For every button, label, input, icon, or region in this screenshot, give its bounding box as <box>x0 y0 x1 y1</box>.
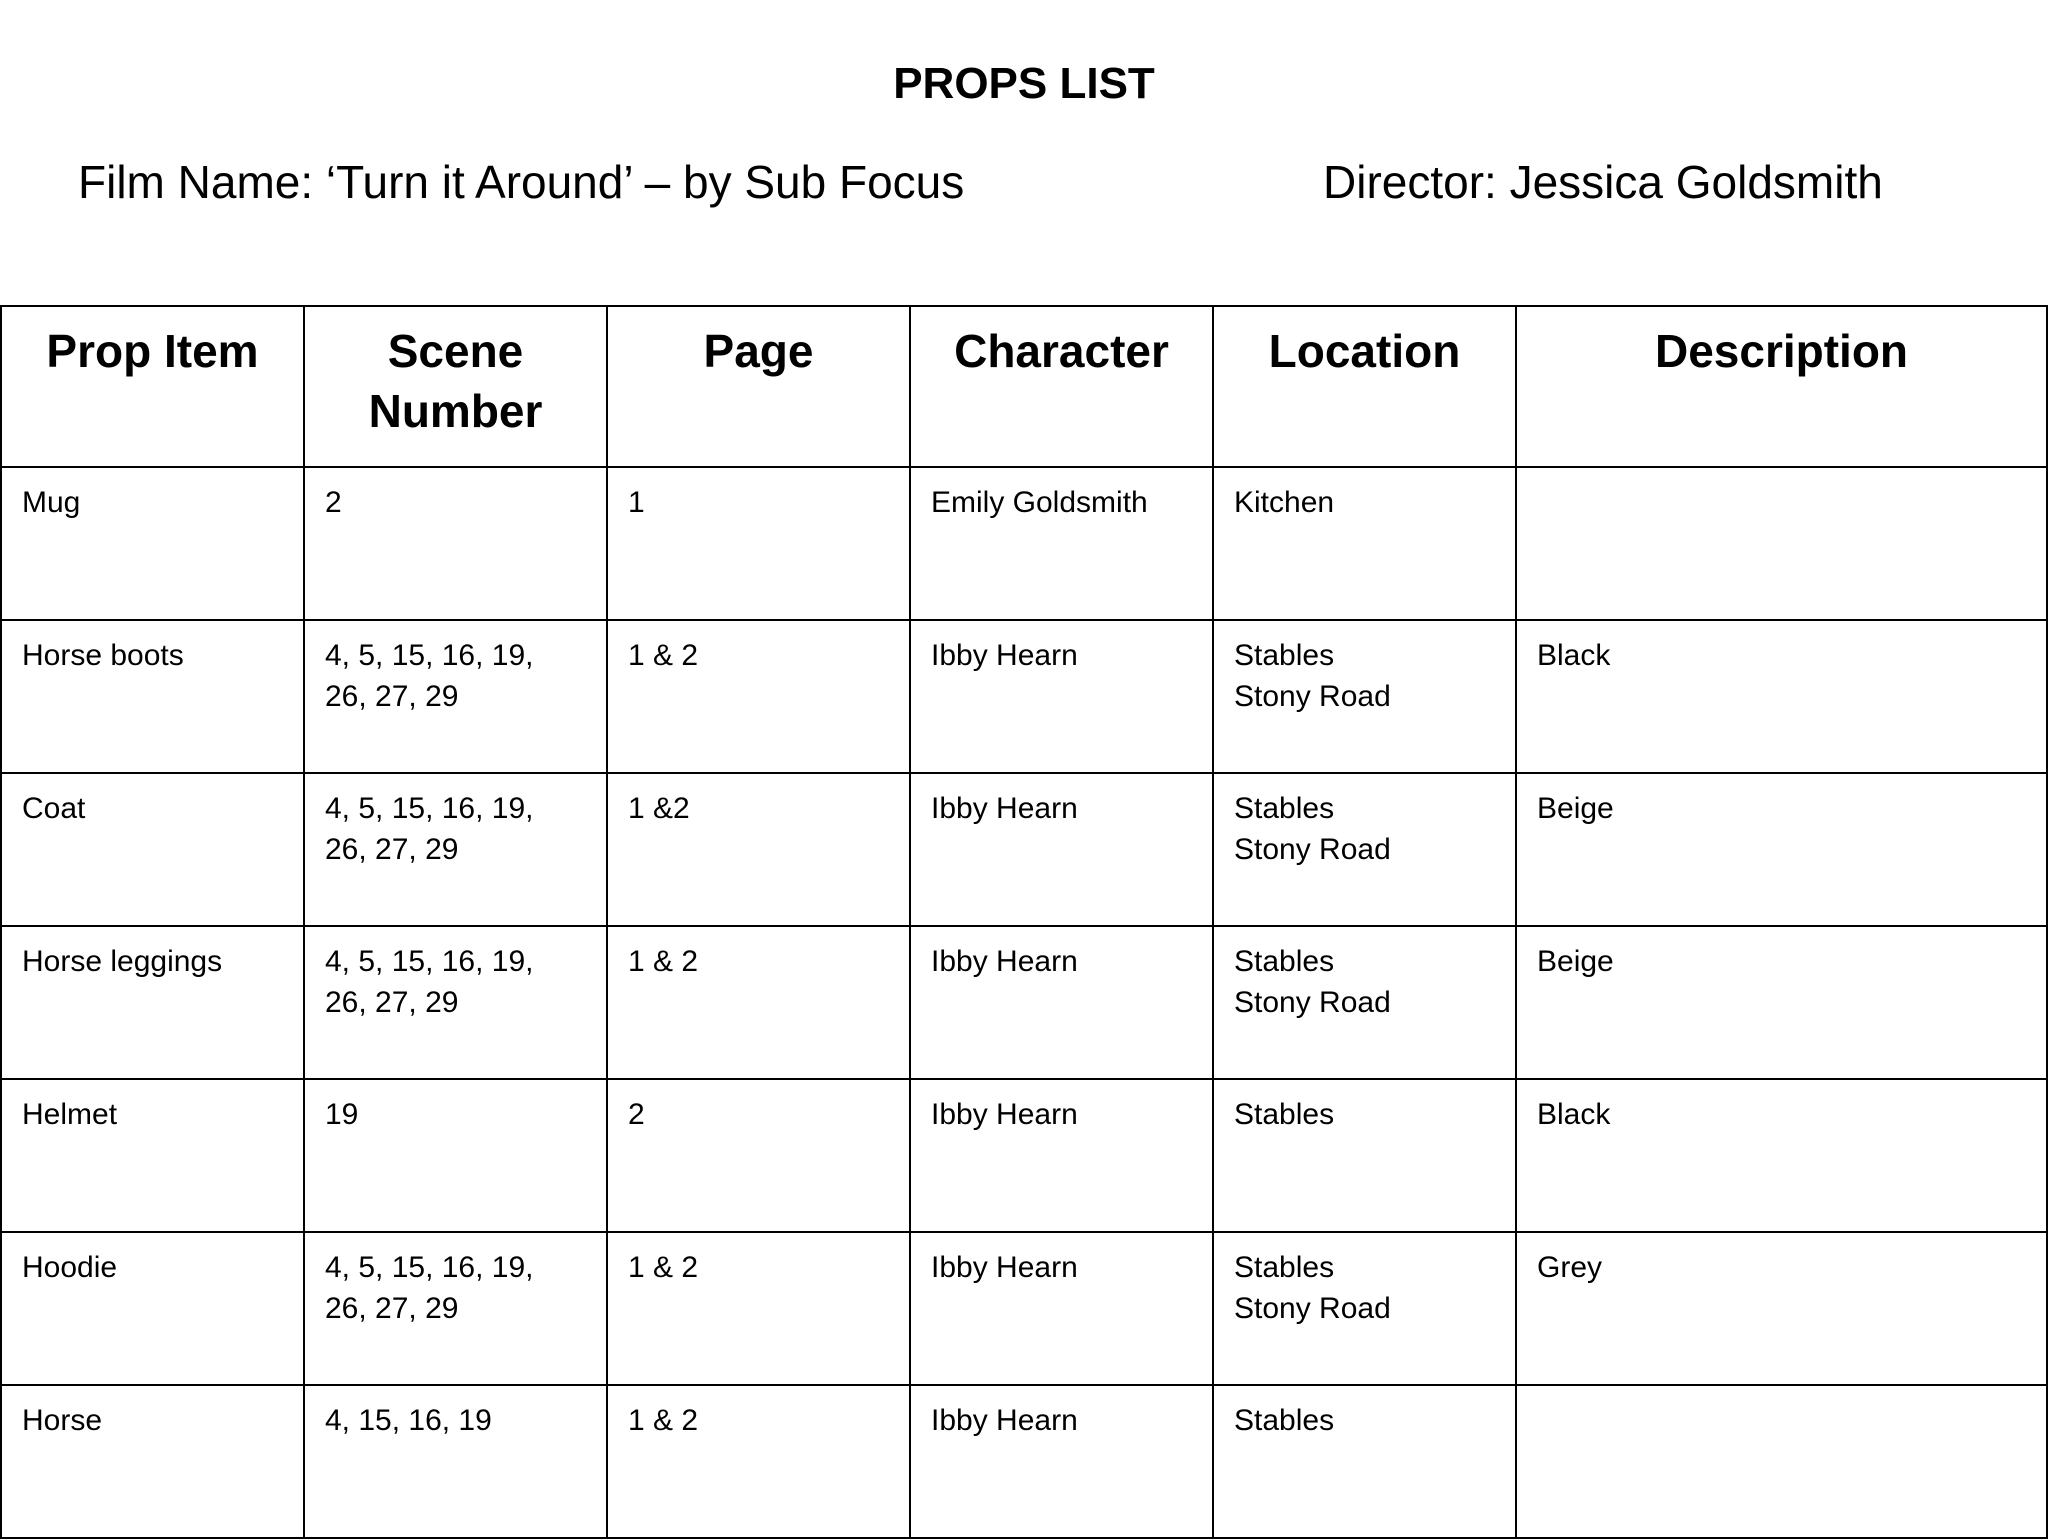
column-header-page: Page <box>607 306 910 467</box>
table-row <box>1 773 2047 926</box>
table-row <box>1 926 2047 1079</box>
table-row <box>1 1079 2047 1232</box>
cell-description: Beige <box>1516 926 2047 1079</box>
table-row <box>1 1232 2047 1385</box>
cell-location: Stables <box>1213 1385 1516 1538</box>
cell-scene-number: 4, 5, 15, 16, 19, 26, 27, 29 <box>304 1232 607 1385</box>
cell-page: 1 & 2 <box>607 620 910 773</box>
table-header-row <box>1 306 2047 467</box>
cell-page: 1 & 2 <box>607 926 910 1079</box>
cell-description <box>1516 467 2047 620</box>
cell-location: Stables Stony Road <box>1213 1232 1516 1385</box>
film-name-label: Film Name: ‘Turn it Around’ – by Sub Focus <box>78 156 965 208</box>
cell-prop-item: Horse boots <box>1 620 304 773</box>
cell-page: 1 <box>607 467 910 620</box>
cell-character: Emily Goldsmith <box>910 467 1213 620</box>
director-label: Director: Jessica Goldsmith <box>1323 156 1883 208</box>
cell-description: Black <box>1516 620 2047 773</box>
cell-prop-item: Horse leggings <box>1 926 304 1079</box>
cell-character: Ibby Hearn <box>910 620 1213 773</box>
cell-description: Beige <box>1516 773 2047 926</box>
cell-page: 1 & 2 <box>607 1385 910 1538</box>
cell-page: 1 & 2 <box>607 1232 910 1385</box>
cell-character: Ibby Hearn <box>910 1385 1213 1538</box>
cell-description: Black <box>1516 1079 2047 1232</box>
cell-scene-number: 4, 15, 16, 19 <box>304 1385 607 1538</box>
table-row <box>1 1385 2047 1538</box>
cell-prop-item: Horse <box>1 1385 304 1538</box>
cell-prop-item: Hoodie <box>1 1232 304 1385</box>
column-header-description: Description <box>1516 306 2047 467</box>
page-title: PROPS LIST <box>893 59 1155 108</box>
cell-description: Grey <box>1516 1232 2047 1385</box>
props-table <box>0 305 2048 1539</box>
cell-prop-item: Helmet <box>1 1079 304 1232</box>
cell-prop-item: Mug <box>1 467 304 620</box>
cell-location: Stables <box>1213 1079 1516 1232</box>
cell-location: Kitchen <box>1213 467 1516 620</box>
cell-page: 1 &2 <box>607 773 910 926</box>
cell-description <box>1516 1385 2047 1538</box>
cell-character: Ibby Hearn <box>910 773 1213 926</box>
cell-scene-number: 4, 5, 15, 16, 19, 26, 27, 29 <box>304 926 607 1079</box>
cell-prop-item: Coat <box>1 773 304 926</box>
column-header-location: Location <box>1213 306 1516 467</box>
cell-character: Ibby Hearn <box>910 926 1213 1079</box>
cell-location: Stables Stony Road <box>1213 773 1516 926</box>
cell-scene-number: 19 <box>304 1079 607 1232</box>
table-row <box>1 467 2047 620</box>
cell-character: Ibby Hearn <box>910 1079 1213 1232</box>
column-header-scene-number: Scene Number <box>304 306 607 467</box>
cell-scene-number: 4, 5, 15, 16, 19, 26, 27, 29 <box>304 620 607 773</box>
cell-scene-number: 2 <box>304 467 607 620</box>
cell-location: Stables Stony Road <box>1213 926 1516 1079</box>
cell-location: Stables Stony Road <box>1213 620 1516 773</box>
column-header-character: Character <box>910 306 1213 467</box>
cell-character: Ibby Hearn <box>910 1232 1213 1385</box>
table-row <box>1 620 2047 773</box>
cell-page: 2 <box>607 1079 910 1232</box>
column-header-prop-item: Prop Item <box>1 306 304 467</box>
cell-scene-number: 4, 5, 15, 16, 19, 26, 27, 29 <box>304 773 607 926</box>
